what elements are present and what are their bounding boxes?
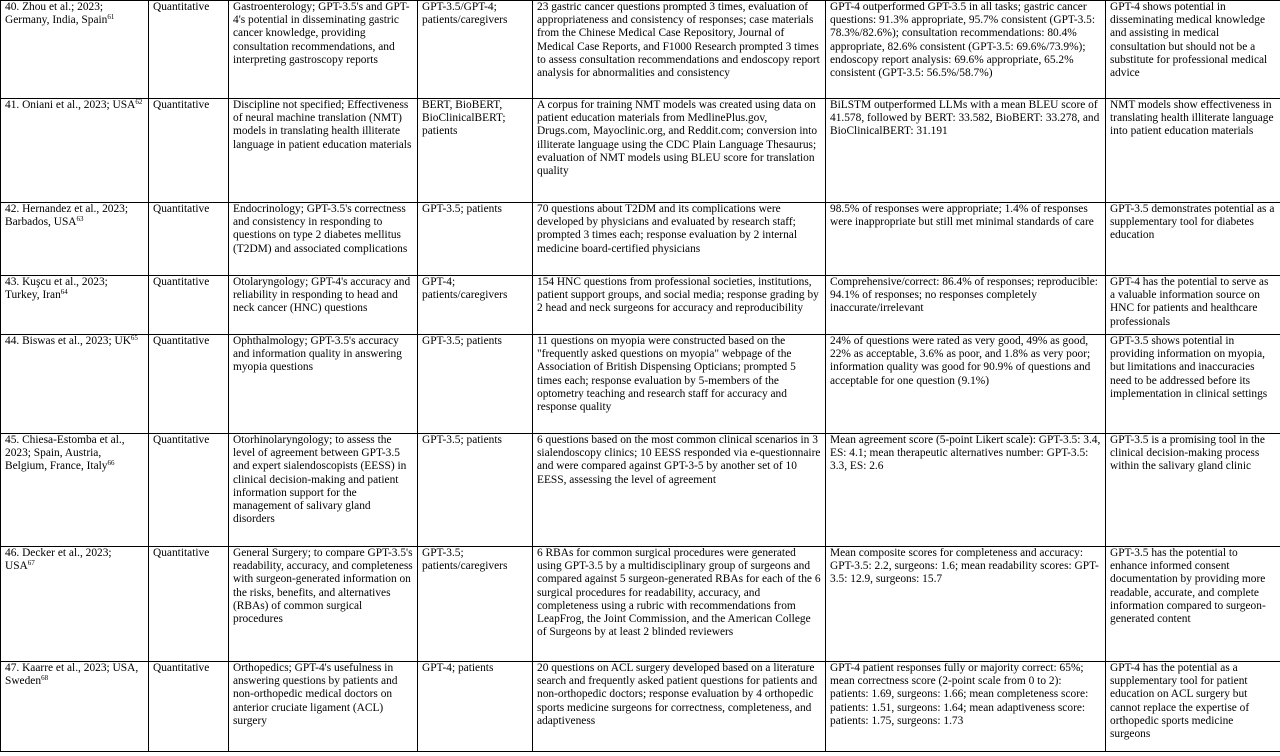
conclusion-cell: GPT-3.5 has the potential to enhance informed consent documentation by providing more readable, accurate, and complete information compared to surgeon-generated content (1106, 547, 1280, 662)
methods-cell: 154 HNC questions from professional societies, institutions, patient support groups, and social media; response grading by 2 head and neck surgeons for accuracy and reproducibility (533, 276, 826, 335)
study-text: 46. Decker et al., 2023; USA (5, 547, 112, 573)
results-cell: Mean composite scores for completeness and accuracy: GPT-3.5: 2.2, surgeons: 1.6; mean readability scores: GPT-3.5: 12.9, surgeons: 15.7 (826, 547, 1106, 662)
study-cell (1, 203, 149, 276)
study-cell (1, 434, 149, 547)
focus-cell: General Surgery; to compare GPT-3.5's readability, accuracy, and completeness with surgeon-generated information on the risks, benefits, and alternatives (RBAs) of common surgical procedures (229, 547, 418, 662)
results-cell: 24% of questions were rated as very good, 49% as good, 22% as acceptable, 3.6% as poor, and 1.8% as very poor; information quality was good for 90.9% of questions and acceptable for one question (9.1%) (826, 335, 1106, 434)
results-cell: GPT-4 outperformed GPT-3.5 in all tasks; gastric cancer questions: 91.3% appropriate, 95.7% consistent (GPT-3.5: 78.3%/82.6%); consultation recommendations: 80.4% appropriate, 82.6% consistent (GPT-3.5: 69.6%/73.9%); endoscopy report analysis: 69.6% appropriate, 65.2% consistent (GPT-3.5: 56.5%/58.7%) (826, 1, 1106, 99)
table-row (1, 434, 1280, 547)
study-text: 42. Hernandez et al., 2023; Barbados, USA (5, 203, 129, 229)
design-cell: Quantitative (149, 1, 229, 99)
model-cell: GPT-3.5; patients (418, 335, 533, 434)
table-row (1, 99, 1280, 203)
reference-number: 68 (41, 674, 49, 683)
focus-cell: Orthopedics; GPT-4's usefulness in answering questions by patients and non-orthopedic medical doctors on anterior cruciate ligament (ACL) surgery (229, 662, 418, 752)
reference-number: 63 (76, 215, 84, 224)
design-cell: Quantitative (149, 276, 229, 335)
model-cell: GPT-3.5; patients (418, 434, 533, 547)
reference-number: 62 (135, 98, 143, 106)
focus-cell: Ophthalmology; GPT-3.5's accuracy and information quality in answering myopia questions (229, 335, 418, 434)
conclusion-cell: GPT-3.5 is a promising tool in the clinical decision-making process within the salivary gland clinic (1106, 434, 1280, 547)
reference-number: 67 (27, 559, 35, 568)
study-cell (1, 547, 149, 662)
table-row (1, 276, 1280, 335)
results-cell: GPT-4 patient responses fully or majority correct: 65%; mean correctness score (2-point scale from 0 to 2): patients: 1.69, surgeons: 1.66; mean completeness score: patients: 1.51, surgeons: 1.64; mean adaptiveness score: patients: 1.75, surgeons: 1.73 (826, 662, 1106, 752)
study-cell (1, 335, 149, 434)
table-row (1, 547, 1280, 662)
model-cell: GPT-4; patients (418, 662, 533, 752)
conclusion-cell: GPT-3.5 demonstrates potential as a supplementary tool for diabetes education (1106, 203, 1280, 276)
table-row (1, 335, 1280, 434)
conclusion-cell: GPT-4 shows potential in disseminating medical knowledge and assisting in medical consultation but should not be a substitute for professional medical advice (1106, 1, 1280, 99)
design-cell: Quantitative (149, 99, 229, 203)
study-text: 43. Kuşcu et al., 2023; Turkey, Iran (5, 276, 108, 302)
study-text: 45. Chiesa-Estomba et al., 2023; Spain, Austria, Belgium, France, Italy (5, 434, 125, 473)
model-cell: GPT-3.5/GPT-4; patients/caregivers (418, 1, 533, 99)
focus-cell: Discipline not specified; Effectiveness of neural machine translation (NMT) models in translating health illiterate language in patient education materials (229, 99, 418, 203)
study-text: 40. Zhou et al.; 2023; Germany, India, Spain (5, 1, 108, 27)
model-cell: BERT, BioBERT, BioClinicalBERT; patients (418, 99, 533, 203)
methods-cell: 20 questions on ACL surgery developed based on a literature search and frequently asked patient questions for patients and non-orthopedic doctors; response evaluation by 4 orthopedic sports medicine surgeons for correctness, completeness, and adaptiveness (533, 662, 826, 752)
design-cell: Quantitative (149, 662, 229, 752)
reference-number: 66 (107, 459, 115, 468)
focus-cell: Endocrinology; GPT-3.5's correctness and consistency in responding to questions on type 2 diabetes mellitus (T2DM) and associated complications (229, 203, 418, 276)
methods-cell: 6 questions based on the most common clinical scenarios in 3 sialendoscopy clinics; 10 EESS responded via e-questionnaire and were compared against GPT-3-5 by another set of 10 EESS, assessing the level of agreement (533, 434, 826, 547)
study-text: 47. Kaarre et al., 2023; USA, Sweden (5, 662, 139, 688)
methods-cell: A corpus for training NMT models was created using data on patient education materials from MedlinePlus.gov, Drugs.com, Mayoclinic.org, and Reddit.com; conversion into illiterate language using the CDC Plain Language Thesaurus; evaluation of NMT models using BLEU score for translation quality (533, 99, 826, 203)
study-cell (1, 1, 149, 99)
focus-cell: Gastroenterology; GPT-3.5's and GPT-4's potential in disseminating gastric cancer knowledge, providing consultation recommendations, and interpreting gastroscopy reports (229, 1, 418, 99)
design-cell: Quantitative (149, 335, 229, 434)
reference-number: 61 (107, 13, 115, 22)
methods-cell: 6 RBAs for common surgical procedures were generated using GPT-3.5 by a multidisciplinary group of surgeons and compared against 5 surgeon-generated RBAs for each of the 6 surgical procedures for readability, accuracy, and completeness using a rubric with recommendations from LeapFrog, the Joint Commission, and the American College of Surgeons by at least 2 blinded reviewers (533, 547, 826, 662)
reference-number: 65 (130, 334, 138, 342)
results-cell: 98.5% of responses were appropriate; 1.4% of responses were inappropriate but still met minimal standards of care (826, 203, 1106, 276)
conclusion-cell: GPT-4 has the potential as a supplementary tool for patient education on ACL surgery but cannot replace the expertise of orthopedic sports medicine surgeons (1106, 662, 1280, 752)
design-cell: Quantitative (149, 547, 229, 662)
table-row (1, 662, 1280, 752)
table-row (1, 1, 1280, 99)
focus-cell: Otolaryngology; GPT-4's accuracy and reliability in responding to head and neck cancer (HNC) questions (229, 276, 418, 335)
model-cell: GPT-3.5; patients (418, 203, 533, 276)
study-text: 44. Biswas et al., 2023; UK (5, 335, 131, 347)
design-cell: Quantitative (149, 434, 229, 547)
reference-number: 64 (60, 288, 68, 297)
design-cell: Quantitative (149, 203, 229, 276)
methods-cell: 23 gastric cancer questions prompted 3 times, evaluation of appropriateness and consistency of responses; case materials from the Chinese Medical Case Repository, Journal of Medical Case Reports, and F1000 Research prompted 3 times to assess consultation recommendations and endoscopy report analysis for abnormalities and consistency (533, 1, 826, 99)
methods-cell: 70 questions about T2DM and its complications were developed by physicians and evaluated by research staff; prompted 3 times each; response evaluation by 2 internal medicine board-certified physicians (533, 203, 826, 276)
study-text: 41. Oniani et al., 2023; USA (5, 99, 136, 111)
model-cell: GPT-3.5; patients/caregivers (418, 547, 533, 662)
results-cell: Mean agreement score (5-point Likert scale): GPT-3.5: 3.4, ES: 4.1; mean therapeutic alternatives number: GPT-3.5: 3.3, ES: 2.6 (826, 434, 1106, 547)
table-row (1, 203, 1280, 276)
model-cell: GPT-4; patients/caregivers (418, 276, 533, 335)
focus-cell: Otorhinolaryngology; to assess the level of agreement between GPT-3.5 and expert sialendoscopists (EESS) in clinical decision-making and patient information support for the management of salivary gland disorders (229, 434, 418, 547)
conclusion-cell: GPT-3.5 shows potential in providing information on myopia, but limitations and inaccuracies need to be addressed before its implementation in clinical settings (1106, 335, 1280, 434)
methods-cell: 11 questions on myopia were constructed based on the "frequently asked questions on myopia" webpage of the Association of British Dispensing Opticians; prompted 5 times each; response evaluation by 5-members of the optometry teaching and research staff for accuracy and response quality (533, 335, 826, 434)
conclusion-cell: GPT-4 has the potential to serve as a valuable information source on HNC for patients and healthcare professionals (1106, 276, 1280, 335)
results-cell: Comprehensive/correct: 86.4% of responses; reproducible: 94.1% of responses; no responses completely inaccurate/irrelevant (826, 276, 1106, 335)
results-cell: BiLSTM outperformed LLMs with a mean BLEU score of 41.578, followed by BERT: 33.582, BioBERT: 33.278, and BioClinicalBERT: 31.191 (826, 99, 1106, 203)
study-cell (1, 662, 149, 752)
study-cell (1, 276, 149, 335)
study-cell (1, 99, 149, 203)
conclusion-cell: NMT models show effectiveness in translating health illiterate language into patient education materials (1106, 99, 1280, 203)
